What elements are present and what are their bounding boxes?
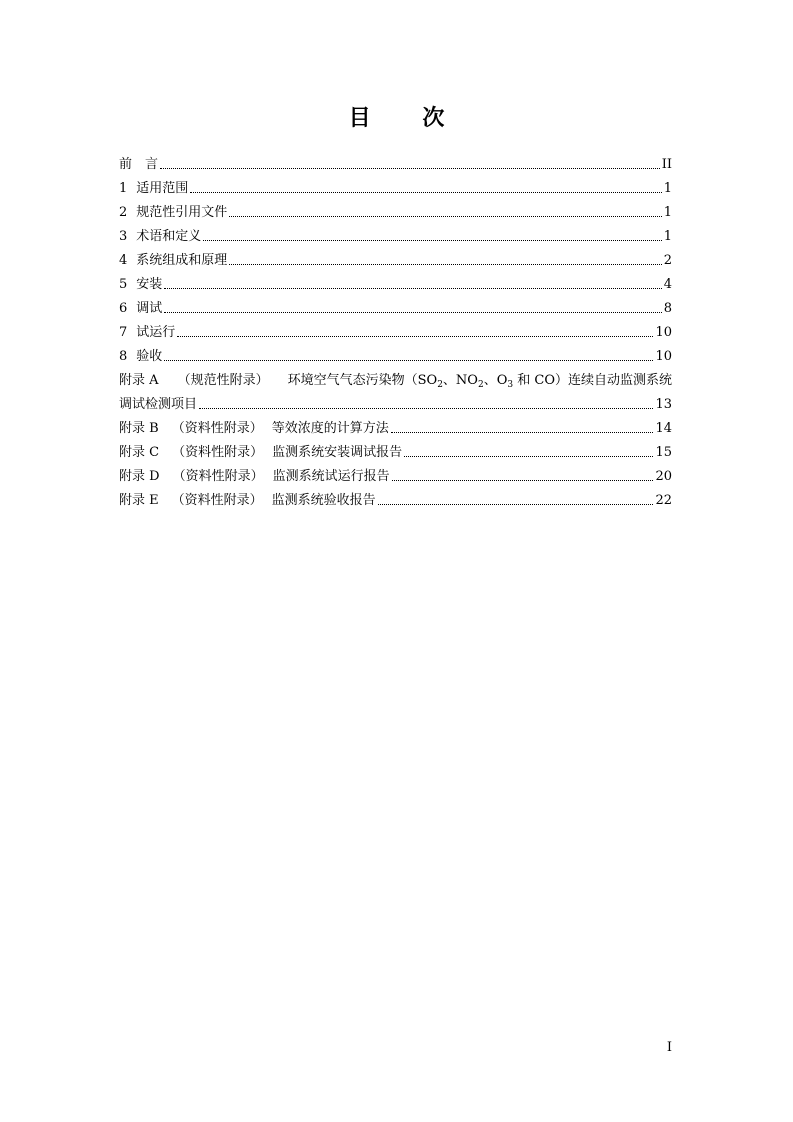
toc-entry-text: 言	[145, 157, 159, 172]
toc-entry-text: 试运行	[136, 325, 176, 340]
table-of-contents	[119, 149, 672, 509]
toc-entry-label	[119, 372, 672, 389]
toc-page-number: 13	[655, 397, 672, 412]
toc-entry-label	[119, 468, 390, 485]
toc-entry-6[interactable]	[119, 293, 672, 317]
toc-entry-1[interactable]	[119, 173, 672, 197]
dot-leader	[199, 408, 653, 409]
toc-entry-label	[119, 156, 158, 173]
toc-entry-label	[119, 228, 201, 245]
appendix-prefix: 附录 B	[119, 421, 159, 436]
toc-entry-label	[119, 252, 227, 269]
appendix-prefix: 附录 D	[119, 469, 160, 484]
toc-entry-7[interactable]	[119, 317, 672, 341]
toc-entry-text: 调试	[136, 301, 163, 316]
toc-page-number: 10	[655, 325, 672, 340]
subscript: 2	[477, 380, 484, 390]
toc-entry-number: 前	[119, 157, 133, 172]
toc-entry-number: 3	[119, 229, 128, 244]
subscript: 2	[437, 380, 443, 390]
appendix-prefix: 附录 E	[119, 493, 159, 508]
toc-entry-3[interactable]	[119, 221, 672, 245]
toc-entry-label	[119, 348, 162, 365]
appendix-title-part: 、O	[483, 373, 508, 388]
toc-page-number: 14	[655, 421, 672, 436]
toc-page-number: 1	[663, 181, 672, 196]
toc-entry-4[interactable]	[119, 245, 672, 269]
dot-leader	[229, 216, 661, 217]
toc-page-number: 1	[663, 229, 672, 244]
subscript: 3	[507, 380, 514, 390]
toc-entry-number: 1	[119, 181, 128, 196]
toc-entry-text: 验收	[136, 349, 163, 364]
dot-leader	[164, 312, 661, 313]
dot-leader	[391, 432, 654, 433]
toc-entry-number: 6	[119, 301, 128, 316]
toc-entry-label	[119, 204, 227, 221]
toc-entry-text: 规范性引用文件	[136, 205, 228, 220]
toc-page-number: 15	[655, 445, 672, 460]
toc-entry-5[interactable]	[119, 269, 672, 293]
toc-entry-appendix-a[interactable]	[119, 365, 672, 389]
toc-page-number: 1	[663, 205, 672, 220]
toc-entry-appendix-b[interactable]	[119, 413, 672, 437]
appendix-type: （规范性附录）	[177, 373, 269, 388]
appendix-title: 等效浓度的计算方法	[271, 421, 389, 436]
dot-leader	[164, 288, 661, 289]
appendix-title-line1	[288, 372, 672, 389]
toc-page-number: 8	[663, 301, 672, 316]
appendix-type: （资料性附录）	[171, 421, 263, 436]
toc-page-number: 10	[655, 349, 672, 364]
toc-entry-appendix-d[interactable]	[119, 461, 672, 485]
appendix-title: 监测系统验收报告	[271, 493, 376, 508]
toc-entry-number: 8	[119, 349, 128, 364]
toc-entry-label	[119, 276, 162, 293]
toc-entry-foreword[interactable]	[119, 149, 672, 173]
dot-leader	[229, 264, 661, 265]
dot-leader	[404, 456, 653, 457]
appendix-title-part: 环境空气气态污染物（SO	[287, 373, 438, 388]
toc-entry-label	[119, 300, 162, 317]
appendix-prefix: 附录 A	[119, 373, 159, 388]
dot-leader	[378, 504, 654, 505]
toc-page-number: 4	[663, 277, 672, 292]
toc-page-number: 2	[663, 253, 672, 268]
dot-leader	[164, 360, 653, 361]
footer-page-number: I	[666, 1040, 672, 1055]
appendix-type: （资料性附录）	[171, 493, 263, 508]
appendix-type: （资料性附录）	[172, 445, 264, 460]
toc-page-number: 22	[655, 493, 672, 508]
toc-entry-number: 7	[119, 325, 128, 340]
toc-page-number: II	[661, 157, 672, 172]
toc-entry-text: 安装	[136, 277, 163, 292]
dot-leader	[203, 240, 661, 241]
toc-entry-appendix-c[interactable]	[119, 437, 672, 461]
toc-entry-label	[119, 324, 175, 341]
toc-entry-number: 5	[119, 277, 128, 292]
toc-entry-8[interactable]	[119, 341, 672, 365]
appendix-title: 监测系统安装调试报告	[272, 445, 403, 460]
toc-page-number: 20	[655, 469, 672, 484]
dot-leader	[160, 168, 660, 169]
toc-entry-text: 系统组成和原理	[136, 253, 228, 268]
toc-entry-label	[119, 420, 389, 437]
toc-entry-appendix-e[interactable]	[119, 485, 672, 509]
toc-entry-text: 术语和定义	[136, 229, 202, 244]
toc-entry-2[interactable]	[119, 197, 672, 221]
toc-entry-appendix-a-continued[interactable]	[119, 389, 672, 413]
dot-leader	[177, 336, 653, 337]
dot-leader	[190, 192, 661, 193]
toc-entry-label	[119, 492, 376, 509]
page-title: 目 次	[348, 105, 467, 131]
toc-entry-number: 4	[119, 253, 128, 268]
toc-entry-text: 适用范围	[136, 181, 189, 196]
appendix-title-line2: 调试检测项目	[119, 397, 198, 412]
toc-entry-number: 2	[119, 205, 128, 220]
dot-leader	[392, 480, 654, 481]
toc-entry-label	[119, 444, 402, 461]
toc-entry-label	[119, 180, 188, 197]
appendix-type: （资料性附录）	[172, 469, 264, 484]
appendix-title-part: 、NO	[442, 373, 478, 388]
appendix-title: 监测系统试运行报告	[272, 469, 390, 484]
appendix-title-part: 和 CO）连续自动监测系统	[513, 373, 672, 388]
appendix-prefix: 附录 C	[119, 445, 160, 460]
